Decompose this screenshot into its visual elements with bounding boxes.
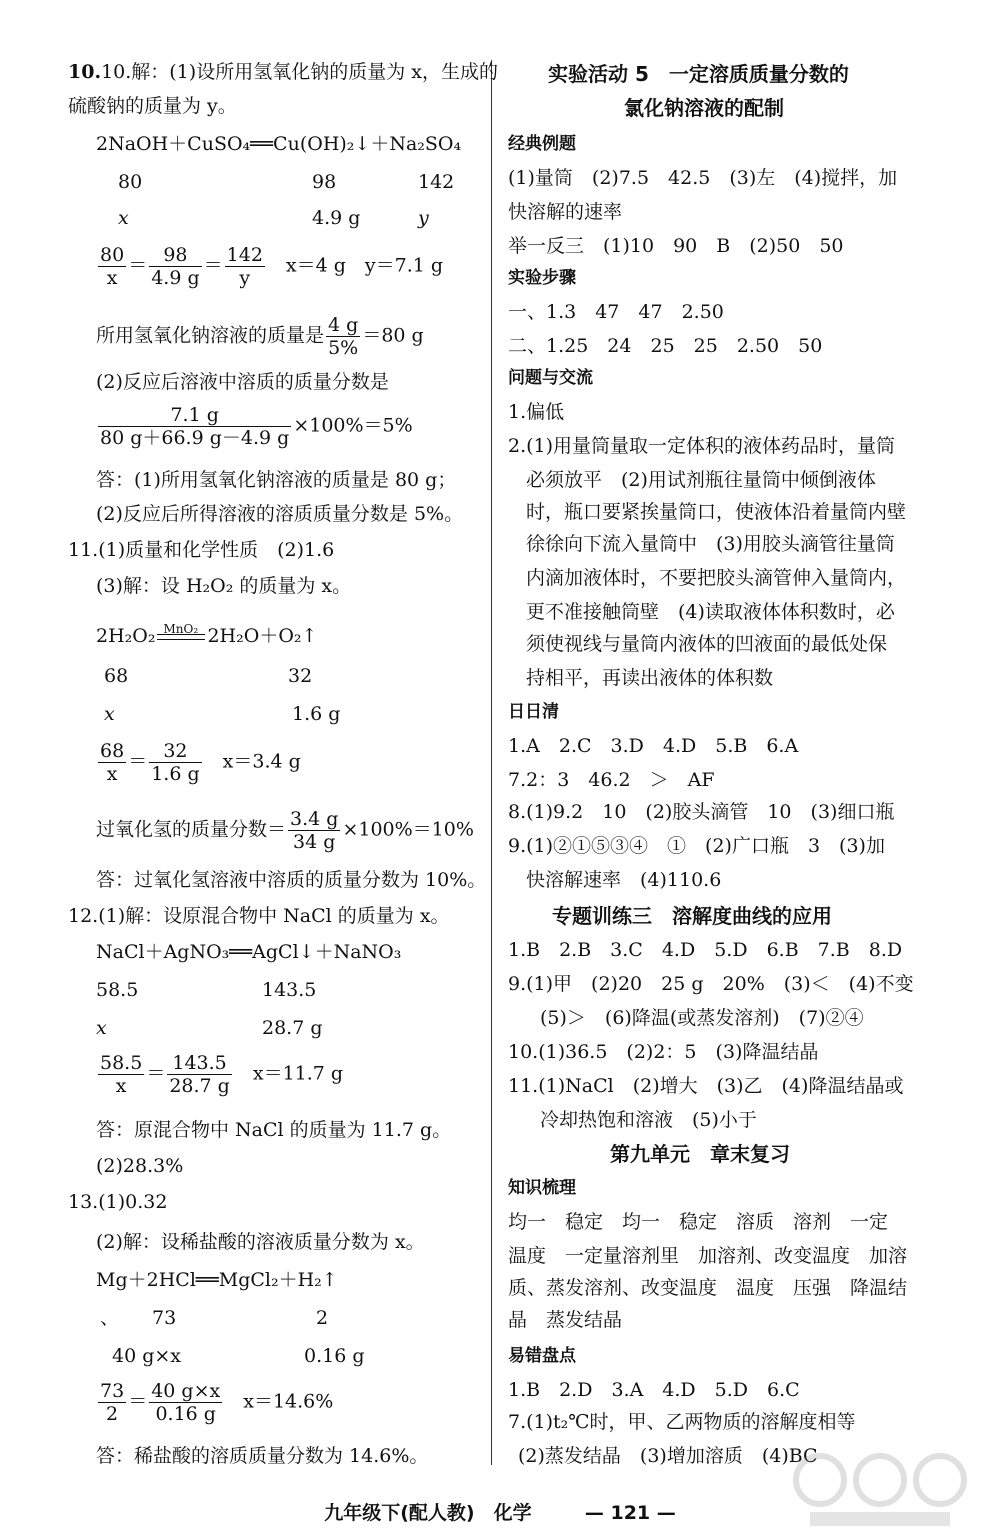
subsection-heading: 问题与交流 xyxy=(508,368,593,388)
q12-line2: (2)28.3% xyxy=(96,1155,184,1177)
q12-mass: 58.5 xyxy=(96,979,139,1001)
subsection-heading: 易错盘点 xyxy=(508,1346,576,1366)
column-divider xyxy=(491,60,492,1465)
answer-line: 9.(1)②①⑤③④ ① (2)广口瓶 3 (3)加 xyxy=(508,835,885,857)
subsection-heading: 日日清 xyxy=(508,702,559,722)
answer-line: 1.A 2.C 3.D 4.D 5.B 6.A xyxy=(508,735,799,757)
answer-line: 内滴加液体时，不要把胶头滴管伸入量筒内， xyxy=(526,567,907,589)
answer-line: 必须放平 (2)用试剂瓶往量筒中倾倒液体 xyxy=(526,469,876,491)
answer-line: 温度 一定量溶剂里 加溶剂、改变温度 加溶 xyxy=(508,1245,908,1267)
q10-line3: 所用氢氧化钠溶液的质量是 $\frac{4 g}{5\%}$ ＝80 g xyxy=(96,314,424,359)
q10-mass: 98 xyxy=(312,171,337,193)
grade-label: 九年级下(配人教) 化学 xyxy=(324,1502,532,1524)
answer-line: 均一 稳定 均一 稳定 溶质 溶剂 一定 xyxy=(508,1211,889,1233)
section-title: 第九单元 章末复习 xyxy=(610,1142,790,1166)
q13-mass: 、 xyxy=(100,1307,120,1329)
q13-equation: Mg＋2HCl══MgCl₂＋H₂↑ xyxy=(96,1269,338,1291)
q12-var: x xyxy=(96,1017,107,1039)
answer-line: 快溶解速率 (4)110.6 xyxy=(526,869,722,891)
answer-line: 11.(1)NaCl (2)增大 (3)乙 (4)降温结晶或 xyxy=(508,1075,904,1097)
subsection-heading: 实验步骤 xyxy=(508,268,576,288)
page-number: — 121 — xyxy=(584,1502,676,1524)
answer-line: 一、1.3 47 47 2.50 xyxy=(508,301,724,323)
q10-var: x xyxy=(118,207,129,229)
answer-line: 快溶解的速率 xyxy=(508,201,623,223)
section-title: 专题训练三 溶解度曲线的应用 xyxy=(552,904,832,928)
q12-answer: 答：原混合物中 NaCl 的质量为 11.7 g。 xyxy=(96,1119,452,1141)
q10-var: y xyxy=(418,207,429,229)
answer-line: 1.B 2.D 3.A 4.D 5.D 6.C xyxy=(508,1379,800,1401)
q12-line1: 12.(1)解：设原混合物中 NaCl 的质量为 x。 xyxy=(68,905,450,927)
answer-line: 更不准接触筒壁 (4)读取液体体积数时，必 xyxy=(526,601,895,623)
answer-line: 二、1.25 24 25 25 2.50 50 xyxy=(508,335,823,357)
answer-line: 须使视线与量筒内液体的凹液面的最低处保 xyxy=(526,633,888,655)
answer-line: 8.(1)9.2 10 (2)胶头滴管 10 (3)细口瓶 xyxy=(508,801,895,823)
answer-line: 时，瓶口要紧挨量筒口，使液体沿着量筒内壁 xyxy=(526,501,907,523)
q11-line1: 11.(1)质量和化学性质 (2)1.6 xyxy=(68,539,335,561)
q10-line1: 10.10.解：(1)设所用氢氧化钠的质量为 x，生成的 xyxy=(68,61,498,83)
answer-line: 举一反三 (1)10 90 B (2)50 50 xyxy=(508,235,844,257)
subsection-heading: 知识梳理 xyxy=(508,1178,576,1198)
q12-mass: 143.5 xyxy=(262,979,317,1001)
q10-mass: 80 xyxy=(118,171,143,193)
q10-var: 4.9 g xyxy=(312,207,361,229)
answer-line: 持相平，再读出液体的体积数 xyxy=(526,667,774,689)
answer-line: 10.(1)36.5 (2)2：5 (3)降温结晶 xyxy=(508,1041,819,1063)
q13-answer: 答：稀盐酸的溶质质量分数为 14.6%。 xyxy=(96,1445,429,1467)
answer-line: 2.(1)用量筒量取一定体积的液体药品时，量筒 xyxy=(508,435,896,457)
section-title: 实验活动 5 一定溶质质量分数的 xyxy=(548,62,849,86)
answer-line: 1.B 2.B 3.C 4.D 5.D 6.B 7.B 8.D xyxy=(508,939,903,961)
q12-equation: NaCl＋AgNO₃══AgCl↓＋NaNO₃ xyxy=(96,941,402,963)
q11-var: x xyxy=(104,703,115,725)
q12-proportion: $\frac{58.5}{x}$ ＝ $\frac{143.5}{28.7 g}$ x＝11.7 g xyxy=(100,1052,344,1097)
section-title: 氯化钠溶液的配制 xyxy=(624,96,784,120)
q11-line3: 过氧化氢的质量分数＝ $\frac{3.4 g}{34 g}$ ×100%＝10% xyxy=(96,808,474,853)
answer-line: 7.(1)t₂℃时，甲、乙两物质的溶解度相等 xyxy=(508,1411,856,1433)
q10-proportion: $\frac{80}{x}$ ＝ $\frac{98}{4.9 g}$ ＝ $\frac{142}{y}$ x＝4 g y＝7.1 g xyxy=(100,244,444,289)
q13-line2: (2)解：设稀盐酸的溶液质量分数为 x。 xyxy=(96,1231,425,1253)
watermark-logo xyxy=(790,1440,970,1530)
answer-line: 7.2：3 46.2 ＞ AF xyxy=(508,769,715,791)
q13-line1: 13.(1)0.32 xyxy=(68,1191,168,1213)
q10-line5: $\frac{7.1 g}{80 g+66.9 g-4.9 g}$ ×100%＝5% xyxy=(100,404,413,449)
answer-line: (2)蒸发结晶 (3)增加溶质 (4)BC xyxy=(518,1445,818,1467)
q13-var: 0.16 g xyxy=(304,1345,365,1367)
q10-answer2: (2)反应后所得溶液的溶质质量分数是 5%。 xyxy=(96,503,464,525)
q12-var: 28.7 g xyxy=(262,1017,323,1039)
answer-line: 1.偏低 xyxy=(508,401,565,423)
q10-answer1: 答：(1)所用氢氧化钠溶液的质量是 80 g； xyxy=(96,469,457,491)
q11-answer: 答：过氧化氢溶液中溶质的质量分数为 10%。 xyxy=(96,869,487,891)
q11-var: 1.6 g xyxy=(292,703,341,725)
answer-line: 冷却热饱和溶液 (5)小于 xyxy=(540,1109,757,1131)
q13-var: 40 g×x xyxy=(112,1345,182,1367)
q10-equation: 2NaOH＋CuSO₄══Cu(OH)₂↓＋Na₂SO₄ xyxy=(96,133,462,155)
q10-line4: (2)反应后溶液中溶质的质量分数是 xyxy=(96,371,389,393)
q11-equation: 2H₂O₂ MnO₂ 2H₂O＋O₂↑ xyxy=(96,622,318,647)
q10-line2: 硫酸钠的质量为 y。 xyxy=(68,95,237,117)
q13-mass: 2 xyxy=(316,1307,329,1329)
answer-line: (1)量筒 (2)7.5 42.5 (3)左 (4)搅拌，加 xyxy=(508,167,898,189)
q13-proportion: $\frac{73}{2}$ ＝ $\frac{40 g\times x}{0.16 g}$ x＝14.6% xyxy=(100,1380,334,1425)
answer-line: 9.(1)甲 (2)20 25 g 20% (3)＜ (4)不变 xyxy=(508,973,914,995)
answer-line: 徐徐向下流入量筒中 (3)用胶头滴管往量筒 xyxy=(526,533,895,555)
q10-mass: 142 xyxy=(418,171,455,193)
q11-line2: (3)解：设 H₂O₂ 的质量为 x。 xyxy=(96,575,352,597)
q11-mass: 68 xyxy=(104,665,129,687)
q11-mass: 32 xyxy=(288,665,313,687)
answer-line: 晶 蒸发结晶 xyxy=(508,1309,623,1331)
answer-line: (5)＞ (6)降温(或蒸发溶剂) (7)②④ xyxy=(540,1007,864,1029)
subsection-heading: 经典例题 xyxy=(508,134,576,154)
q11-proportion: $\frac{68}{x}$ ＝ $\frac{32}{1.6 g}$ x＝3.4 g xyxy=(100,740,301,785)
answer-line: 质、蒸发溶剂、改变温度 温度 压强 降温结 xyxy=(508,1277,908,1299)
q13-mass: 73 xyxy=(152,1307,177,1329)
